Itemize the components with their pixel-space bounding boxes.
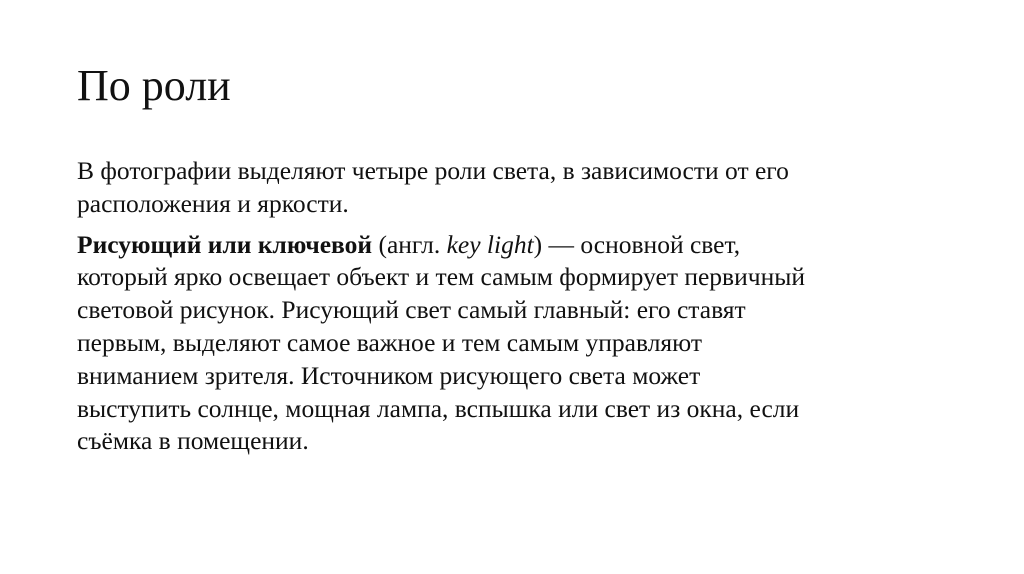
key-light-line-6: выступить солнце, мощная лампа, вспышка или свет из окна, если xyxy=(77,393,800,423)
slide-title: По роли xyxy=(77,61,231,110)
key-light-line-4: первым, выделяют самое важное и тем самым управляют xyxy=(77,327,703,357)
key-light-line-5: вниманием зрителя. Источником рисующего света может xyxy=(77,360,701,390)
key-light-line-7: съёмка в помещении. xyxy=(77,426,309,456)
intro-line-1: В фотографии выделяют четыре роли света, в зависимости от его xyxy=(77,156,789,185)
key-light-line-1-rest: ) — основной свет, xyxy=(533,229,741,259)
key-light-term: Рисующий или ключевой xyxy=(77,229,373,259)
key-light-english-term: key light xyxy=(446,229,534,259)
key-light-open-paren: (англ. xyxy=(372,229,447,259)
key-light-line-2: который ярко освещает объект и тем самым формирует первичный xyxy=(77,262,805,292)
intro-line-2: расположения и яркости. xyxy=(77,188,349,218)
key-light-paragraph xyxy=(77,229,957,459)
intro-paragraph xyxy=(77,155,957,221)
slide-body xyxy=(77,155,957,458)
key-light-line-3: световой рисунок. Рисующий свет самый главный: его ставят xyxy=(77,295,746,325)
